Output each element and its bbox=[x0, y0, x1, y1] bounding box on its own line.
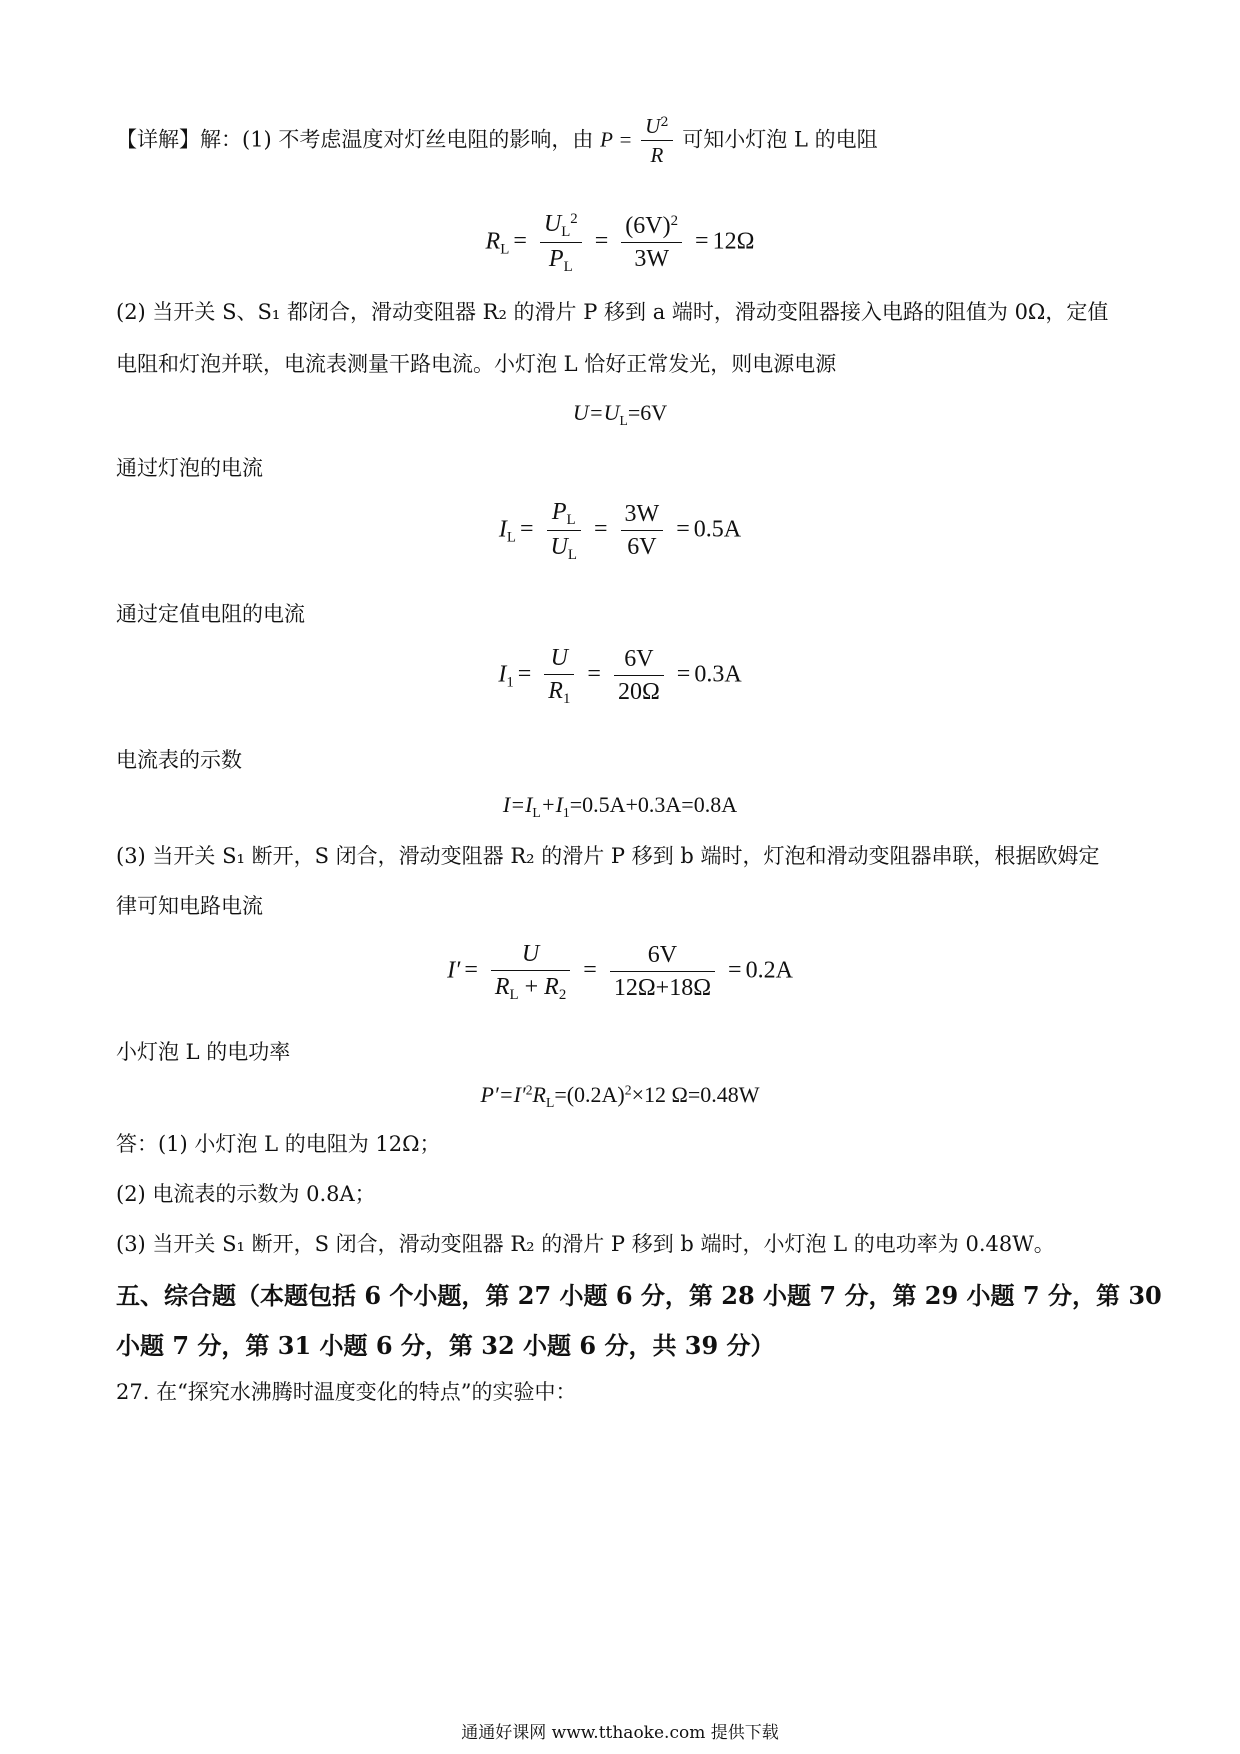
detail-intro: 【详解】解：(1) 不考虑温度对灯丝电阻的影响，由 P = $\frac{U^2}{R}$ 可知小灯泡 L 的电阻 bbox=[116, 112, 878, 170]
answer-3: (3) 当开关 S₁ 断开，S 闭合，滑动变阻器 R₂ 的滑片 P 移到 b 端时，小灯泡 L 的电功率为 0.48W。 bbox=[116, 1232, 1055, 1256]
label-power: 小灯泡 L 的电功率 bbox=[116, 1040, 291, 1064]
part2-line2: 电阻和灯泡并联，电流表测量干路电流。小灯泡 L 恰好正常发光，则电源电源 bbox=[116, 352, 837, 376]
section-heading-line2: 小题 7 分，第 31 小题 6 分，第 32 小题 6 分，共 39 分） bbox=[116, 1331, 775, 1360]
label-bulb-current: 通过灯泡的电流 bbox=[116, 456, 263, 480]
part3-line1: (3) 当开关 S₁ 断开，S 闭合，滑动变阻器 R₂ 的滑片 P 移到 b 端时，灯泡和滑动变阻器串联，根据欧姆定 bbox=[116, 844, 1100, 868]
label-resistor-current: 通过定值电阻的电流 bbox=[116, 602, 305, 626]
equation-series-current: I′ = $\frac{U}{R_L + R_2}$ = $\frac{6V}{12\Omega+18\Omega}$ = 0.2A bbox=[0, 938, 1240, 1006]
answer-2: (2) 电流表的示数为 0.8A； bbox=[116, 1182, 376, 1206]
equation-voltage: $U=U_L=6V$ bbox=[572, 400, 668, 428]
equation-power: $P'=I'^2R_L=(0.2A)^2\times 12$ Ω=0.48W bbox=[480, 1082, 760, 1110]
part3-line2: 律可知电路电流 bbox=[116, 894, 263, 918]
answer-1: 答：(1) 小灯泡 L 的电阻为 12Ω； bbox=[116, 1132, 441, 1156]
label-ammeter: 电流表的示数 bbox=[116, 748, 242, 772]
question-27: 27. 在“探究水沸腾时温度变化的特点”的实验中： bbox=[116, 1380, 577, 1404]
detail-intro-text: 解：(1) 不考虑温度对灯丝电阻的影响，由 bbox=[200, 127, 594, 152]
part2-line1: (2) 当开关 S、S₁ 都闭合，滑动变阻器 R₂ 的滑片 P 移到 a 端时，滑动变阻器接入电路的阻值为 0Ω，定值 bbox=[116, 300, 1109, 324]
equation-total-current: $I=I_L+I_1=0.5A+0.3A=0.8A$ bbox=[502, 792, 738, 820]
equation-resistance: $R_L$ = $\frac{U_L^2}{P_L}$ = $\frac{(6V)^2}{3W}$ = 12Ω bbox=[0, 208, 1240, 278]
equation-bulb-current: $I_L$ = $\frac{P_L}{U_L}$ = $\frac{3W}{6V}$ = 0.5A bbox=[0, 496, 1240, 566]
page-footer: 通通好课网 www.tthaoke.com 提供下载 bbox=[461, 1723, 779, 1743]
detail-intro-post: 可知小灯泡 L 的电阻 bbox=[682, 127, 878, 152]
formula-fraction: $\frac{U^2}{R}$ bbox=[641, 112, 672, 170]
section-heading-line1: 五、综合题（本题包括 6 个小题，第 27 小题 6 分，第 28 小题 7 分，第 29 小题 7 分，第 30 bbox=[116, 1281, 1162, 1310]
equation-resistor-current: $I_1$ = $\frac{U}{R_1}$ = $\frac{6V}{20\Omega}$ = 0.3A bbox=[0, 642, 1240, 710]
formula-p: P bbox=[600, 127, 613, 152]
detail-label: 【详解】 bbox=[116, 127, 200, 152]
